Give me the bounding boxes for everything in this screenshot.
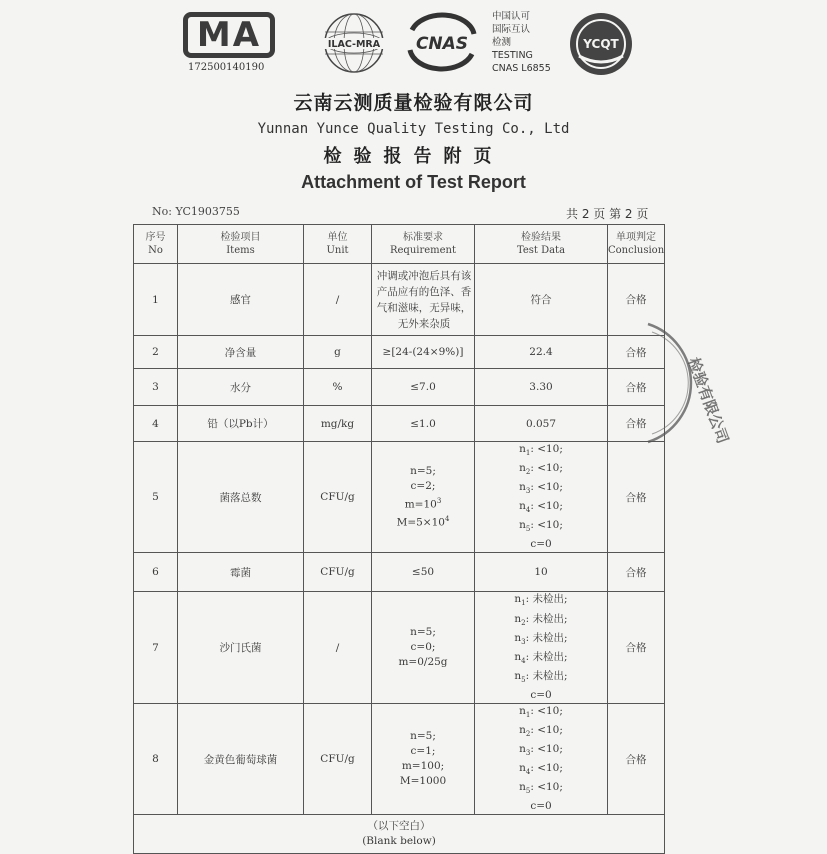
row-unit: g: [304, 336, 372, 369]
row-no: 4: [134, 406, 178, 442]
row-conclusion: 合格: [608, 406, 665, 442]
cnas-caption: 中国认可 国际互认 检测 TESTING CNAS L6855: [492, 11, 551, 74]
ma-logo: MA: [183, 12, 275, 58]
row-requirement: ≤50: [372, 553, 475, 592]
row-result: 10: [475, 553, 608, 592]
row-unit: mg/kg: [304, 406, 372, 442]
table-row: [134, 553, 665, 592]
row-result: $n_1$: <10; $n_2$: <10; $n_3$: <10; $n_4$: <10; $n_5$: <10; c=0: [475, 703, 608, 814]
row-conclusion: 合格: [608, 264, 665, 336]
row-unit: CFU/g: [304, 703, 372, 814]
document-title-en: Attachment of Test Report: [301, 172, 526, 192]
row-conclusion: 合格: [608, 369, 665, 406]
row-requirement: n=5; c=2; $m=10^3$ $M=5\times 10^4$: [372, 442, 475, 553]
row-item: 铅（以Pb计）: [178, 406, 304, 442]
company-seal-stamp: [628, 318, 732, 448]
row-result: $n_1$: <10; $n_2$: <10; $n_3$: <10; $n_4$: <10; $n_5$: <10; c=0: [475, 442, 608, 553]
row-unit: /: [304, 592, 372, 703]
row-no: 6: [134, 553, 178, 592]
row-no: 1: [134, 264, 178, 336]
table-row: [134, 703, 665, 814]
row-item: 霉菌: [178, 553, 304, 592]
row-unit: CFU/g: [304, 442, 372, 553]
row-conclusion: 合格: [608, 553, 665, 592]
row-result: 22.4: [475, 336, 608, 369]
row-requirement: ≥[24-(24×9%)]: [372, 336, 475, 369]
accreditation-logos: [0, 0, 827, 90]
row-requirement: n=5; c=0; m=0/25g: [372, 592, 475, 703]
row-result: 0.057: [475, 406, 608, 442]
row-item: 金黄色葡萄球菌: [178, 703, 304, 814]
test-results-table: [133, 224, 665, 854]
table-row: [134, 369, 665, 406]
svg-text:检验有限公司: 检验有限公司: [684, 355, 732, 446]
table-row: [134, 264, 665, 336]
document-title-cn: 检验报告附页: [323, 146, 504, 167]
header-requirement: 标准要求 Requirement: [372, 225, 475, 264]
svg-text:YCQT: YCQT: [583, 37, 619, 51]
row-requirement: ≤1.0: [372, 406, 475, 442]
row-unit: %: [304, 369, 372, 406]
header-conclusion: 单项判定 Conclusion: [608, 225, 665, 264]
table-row: [134, 592, 665, 703]
table-header-row: [134, 225, 665, 264]
row-requirement: n=5; c=1; m=100; M=1000: [372, 703, 475, 814]
company-name-en: Yunnan Yunce Quality Testing Co., Ltd: [257, 121, 570, 137]
header-item: 检验项目 Items: [178, 225, 304, 264]
row-requirement: 冲调或冲泡后具有该产品应有的色泽、香气和滋味，无异味，无外来杂质: [372, 264, 475, 336]
ilac-mra-logo: [316, 12, 392, 74]
header-unit: 单位 Unit: [304, 225, 372, 264]
row-conclusion: 合格: [608, 442, 665, 553]
cnas-logo: [402, 12, 482, 72]
row-no: 2: [134, 336, 178, 369]
table-row: [134, 336, 665, 369]
row-no: 8: [134, 703, 178, 814]
row-result: $n_1$: 未检出; $n_2$: 未检出; $n_3$: 未检出; $n_4$: 未检出; $n_5$: 未检出; c=0: [475, 592, 608, 703]
report-number: No: YC1903755: [152, 205, 240, 218]
row-item: 沙门氏菌: [178, 592, 304, 703]
header-seq: 序号 No: [134, 225, 178, 264]
row-conclusion: 合格: [608, 703, 665, 814]
table-row: [134, 406, 665, 442]
row-unit: CFU/g: [304, 553, 372, 592]
svg-text:CNAS: CNAS: [415, 34, 469, 54]
ma-certificate-number: 172500140190: [188, 62, 265, 73]
row-item: 菌落总数: [178, 442, 304, 553]
page-count: 共 2 页 第 2 页: [566, 207, 649, 221]
row-result: 符合: [475, 264, 608, 336]
blank-below-row: [134, 815, 665, 854]
ycqt-logo: [567, 10, 635, 78]
row-no: 5: [134, 442, 178, 553]
row-conclusion: 合格: [608, 336, 665, 369]
row-item: 水分: [178, 369, 304, 406]
row-conclusion: 合格: [608, 592, 665, 703]
row-unit: /: [304, 264, 372, 336]
row-no: 3: [134, 369, 178, 406]
table-row: [134, 442, 665, 553]
row-requirement: ≤7.0: [372, 369, 475, 406]
company-name-cn: 云南云测质量检验有限公司: [293, 92, 534, 114]
row-item: 感官: [178, 264, 304, 336]
header-test-data: 检验结果 Test Data: [475, 225, 608, 264]
svg-text:ILAC-MRA: ILAC-MRA: [327, 39, 381, 50]
row-result: 3.30: [475, 369, 608, 406]
blank-below-note: （以下空白） (Blank below): [134, 815, 665, 854]
row-item: 净含量: [178, 336, 304, 369]
row-no: 7: [134, 592, 178, 703]
